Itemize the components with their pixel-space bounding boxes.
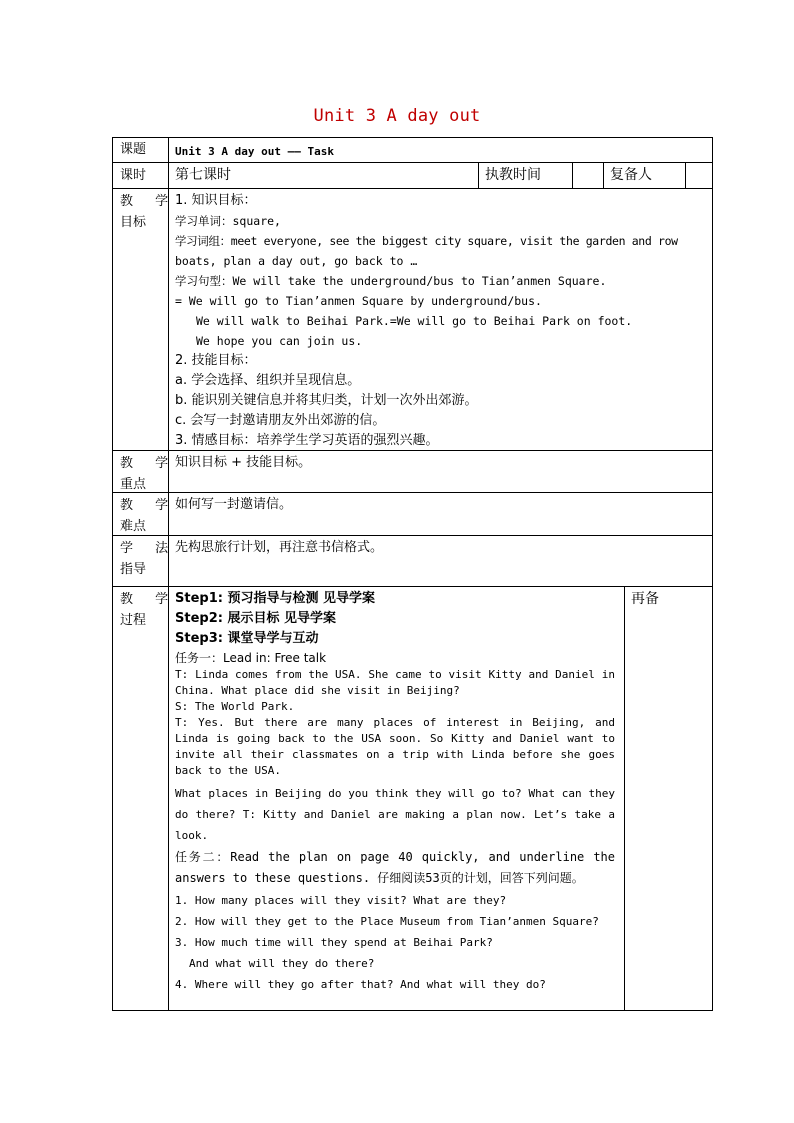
key-points-text: 知识目标 + 技能目标。 — [175, 455, 312, 470]
row-process — [113, 587, 712, 1010]
dialogue-line: S: The World Park. — [175, 700, 295, 713]
re-prepare-note: 再备 — [631, 591, 659, 607]
goals-line: 学习句型：We will take the underground/bus to Tian’anmen Square. — [175, 274, 607, 288]
teaching-time-label: 执教时间 — [485, 167, 541, 183]
goals-line: b. 能识别关键信息并将其归类，计划一次外出郊游。 — [175, 393, 478, 408]
goals-line: 2. 技能目标： — [175, 353, 257, 368]
question-paragraph: What places in Beijing do you think they will go to? What can they do there? T: Kitty and Daniel are making a plan now. Let’s take a look. — [175, 787, 615, 842]
lesson-plan-table — [112, 137, 713, 1011]
goals-line: 学习单词：square, — [175, 214, 281, 228]
step-line: Step1: 预习指导与检测 见导学案 — [175, 591, 375, 606]
period-label: 课时 — [113, 163, 169, 188]
row-topic — [113, 138, 712, 163]
page-title: Unit 3 A day out — [313, 106, 481, 126]
period-value: 第七课时 — [175, 167, 231, 183]
row-difficulties — [113, 493, 712, 536]
question-item: 3. How much time will they spend at Beihai Park? — [175, 936, 493, 949]
question-item: 2. How will they get to the Place Museum from Tian’anmen Square? — [175, 915, 599, 928]
goals-line: We will walk to Beihai Park.=We will go to Beihai Park on foot. — [196, 314, 633, 328]
goals-line: 3. 情感目标：培养学生学习英语的强烈兴趣。 — [175, 433, 439, 448]
goals-line: We hope you can join us. — [196, 334, 363, 348]
question-item: And what will they do there? — [189, 957, 375, 970]
step-line: Step3: 课堂导学与互动 — [175, 631, 319, 646]
process-label: 教 学 过程 — [113, 587, 169, 1010]
goals-line: boats, plan a day out, go back to … — [175, 254, 418, 268]
dialogue — [175, 667, 615, 779]
goals-label: 教 学 目标 — [113, 189, 169, 450]
goals-line: c. 会写一封邀请朋友外出郊游的信。 — [175, 413, 386, 428]
question-list — [175, 890, 615, 995]
row-goals — [113, 189, 712, 451]
row-key-points — [113, 451, 712, 493]
difficulties-label: 教 学 难点 — [113, 493, 169, 535]
question-item: 4. Where will they go after that? And what will they do? — [175, 978, 546, 991]
task2-paragraph: 任务二：Read the plan on page 40 quickly, and underline the answers to these questions. 仔细阅读53页的计划，回答下列问题。 — [175, 850, 615, 885]
topic-label: 课题 — [113, 138, 169, 162]
row-period — [113, 163, 712, 189]
preparer-label: 复备人 — [610, 167, 652, 183]
goals-content — [169, 189, 712, 450]
key-points-label: 教 学 重点 — [113, 451, 169, 492]
row-method — [113, 536, 712, 587]
method-text: 先构思旅行计划，再注意书信格式。 — [175, 540, 384, 555]
method-label: 学 法 指导 — [113, 536, 169, 586]
process-content — [169, 587, 621, 1010]
step-line: Step2: 展示目标 见导学案 — [175, 611, 336, 626]
task1-title: 任务一：Lead in: Free talk — [175, 651, 327, 665]
dialogue-line: T: Linda comes from the USA. She came to visit Kitty and Daniel in China. What place did she visit in Beijing? — [175, 668, 615, 697]
goals-line: a. 学会选择、组织并呈现信息。 — [175, 373, 361, 388]
goals-line: = We will go to Tian’anmen Square by underground/bus. — [175, 294, 542, 308]
difficulties-text: 如何写一封邀请信。 — [175, 497, 293, 512]
topic-value: Unit 3 A day out —— Task — [175, 145, 334, 158]
dialogue-line: T: Yes. But there are many places of interest in Beijing, and Linda is going back to the USA soon. So Kitty and Daniel want to invite all their classmates on a trip with Linda before she goes back to the USA. — [175, 716, 615, 777]
goals-line: 1. 知识目标： — [175, 193, 257, 208]
goals-line: 学习词组：meet everyone, see the biggest city square, visit the garden and row — [175, 234, 678, 248]
question-item: 1. How many places will they visit? What are they? — [175, 894, 507, 907]
